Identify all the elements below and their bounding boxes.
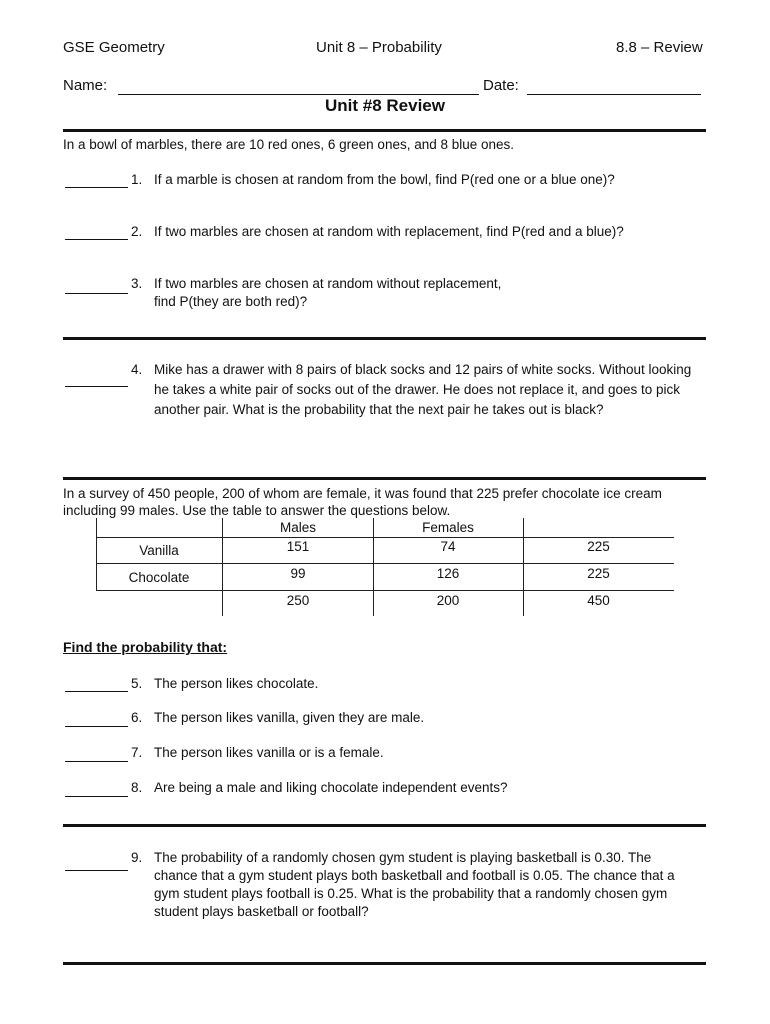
question-text: If two marbles are chosen at random without replacement, [154,276,502,291]
question-number: 5. [131,676,143,691]
table-cell: 200 [436,593,460,608]
answer-blank-1[interactable] [65,187,128,188]
question-text: The person likes vanilla or is a female. [154,745,384,760]
name-field[interactable] [118,94,479,95]
question-text: The probability of a randomly chosen gym student is playing basketball is 0.30. The chance that a gym student plays both basketball and football is 0.05. The chance that a gym student plays football is 0.25. What is the probability that a randomly chosen gym student plays basketball or football? [154,850,675,919]
unit-name: Unit 8 – Probability [316,39,442,56]
column-header-females: Females [422,520,474,535]
question-number: 6. [131,710,143,725]
table-cell: 225 [587,566,610,581]
marbles-intro: In a bowl of marbles, there are 10 red ones, 6 green ones, and 8 blue ones. [63,137,515,152]
table-cell: 99 [290,566,306,581]
table-line [96,563,674,564]
question-number: 9. [131,850,143,865]
answer-blank-2[interactable] [65,239,128,240]
divider [63,962,706,965]
column-header-males: Males [279,520,316,535]
question-number: 8. [131,780,143,795]
table-cell: 151 [286,539,310,554]
date-field[interactable] [527,94,701,95]
answer-blank-7[interactable] [65,761,128,762]
question-text-continued: find P(they are both red)? [154,294,308,309]
answer-blank-3[interactable] [65,293,128,294]
question-number: 1. [131,172,143,187]
question-number: 2. [131,224,143,239]
table-line [96,590,674,591]
find-heading: Find the probability that: [63,639,228,655]
question-text: The person likes vanilla, given they are male. [154,710,425,725]
section-name: 8.8 – Review [616,39,703,56]
answer-blank-4[interactable] [65,386,128,387]
divider [63,477,706,480]
question-number: 7. [131,745,143,760]
question-text: If a marble is chosen at random from the bowl, find P(red one or a blue one)? [154,172,615,187]
table-cell: 450 [587,593,610,608]
answer-blank-6[interactable] [65,726,128,727]
question-number: 4. [131,362,143,377]
answer-blank-5[interactable] [65,691,128,692]
table-cell: 74 [440,539,456,554]
divider [63,824,706,827]
table-cell: 126 [436,566,460,581]
table-cell: 250 [286,593,310,608]
answer-blank-9[interactable] [65,870,128,871]
question-text: Are being a male and liking chocolate independent events? [154,780,508,795]
divider [63,129,706,132]
name-label: Name: [63,77,108,94]
table-line [96,537,674,538]
row-label-vanilla: Vanilla [139,543,179,558]
course-name: GSE Geometry [63,39,165,56]
page-title: Unit #8 Review [325,96,445,115]
question-text: If two marbles are chosen at random with replacement, find P(red and a blue)? [154,224,624,239]
survey-intro: In a survey of 450 people, 200 of whom are female, it was found that 225 prefer chocolate ice cream including 99 males. Use the table to answer the questions below. [63,486,662,518]
row-label-chocolate: Chocolate [128,570,190,585]
divider [63,337,706,340]
table-cell: 225 [587,539,610,554]
date-label: Date: [483,77,519,94]
question-text: Mike has a drawer with 8 pairs of black socks and 12 pairs of white socks. Without looking he takes a white pair of socks out of the drawer. He does not replace it, and goes to pick another pair. What is the probability that the next pair he takes out is black? [154,362,692,417]
question-number: 3. [131,276,143,291]
question-text: The person likes chocolate. [154,676,319,691]
answer-blank-8[interactable] [65,796,128,797]
